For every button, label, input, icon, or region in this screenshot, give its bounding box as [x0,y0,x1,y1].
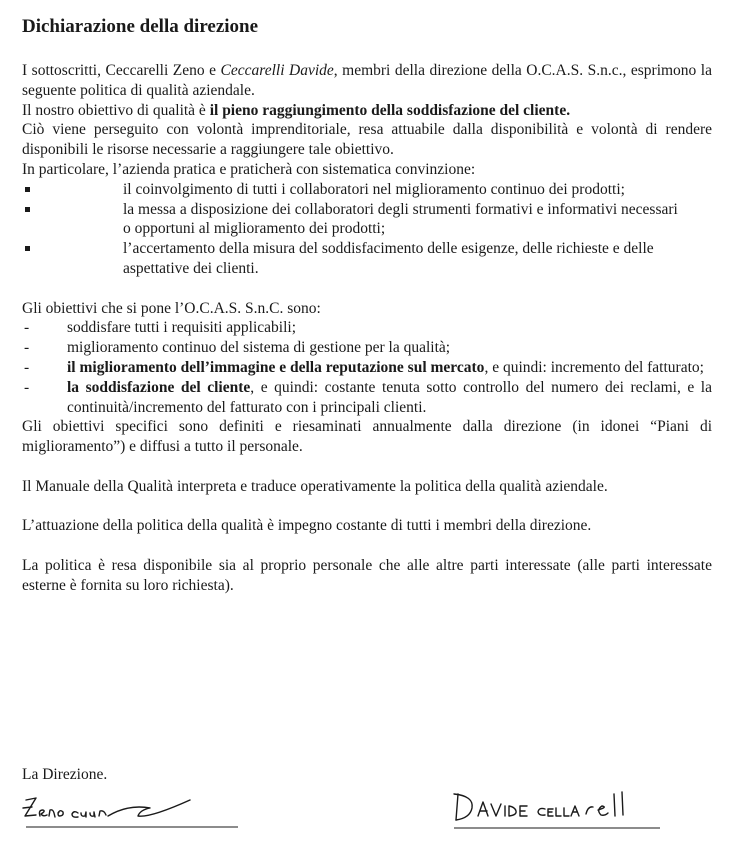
goal-item [22,338,712,358]
specific-paragraph: Gli obiettivi specifici sono definiti e riesaminati annualmente dalla direzione (in idonei “Piani di miglioramento”) e diffusi a tutto il personale. [22,418,712,456]
goal-item [22,318,712,338]
square-bullet-icon [22,200,123,240]
dash-bullet-icon: - [24,319,30,337]
goal-item-text: soddisfare tutti i requisiti applicabili; [67,319,297,337]
signature-davide [450,782,666,832]
objective-lead: Il nostro obiettivo di qualità è [22,101,210,119]
goal-item [22,358,712,378]
goal-item-rest: , e quindi: costante tenuta sotto controllo del numero dei reclami, e la continuità/incremento del fatturato con i principali clienti. [67,378,712,416]
goal-item-rest: , e quindi: incremento del fatturato; [484,358,704,376]
pursuit-paragraph: Ciò viene perseguito con volontà imprenditoriale, resa attuabile dalla disponibilità e volontà di rendere disponibili le risorse necessarie a raggiungere tale obiettivo. [22,121,712,159]
practice-item [22,200,712,240]
intro-paragraph [22,61,712,101]
goal-item-text [67,378,712,418]
intro-part-1: I sottoscritti, Ceccarelli Zeno e [22,62,221,79]
objective-bold: il pieno raggiungimento della soddisfazione del cliente. [209,101,571,119]
manual-paragraph: Il Manuale della Qualità interpreta e traduce operativamente la politica della qualità aziendale. [22,477,608,495]
practice-intro: In particolare, l’azienda pratica e praticherà con sistematica convinzione: [22,160,476,178]
availability-paragraph: La politica è resa disponibile sia al proprio personale che alle altre parti interessate (alle parti interessate esterne è fornita su loro richiesta). [22,556,712,594]
dash-bullet-icon: - [24,339,30,357]
practice-item-text: il coinvolgimento di tutti i collaboratori nel miglioramento continuo dei prodotti; [123,180,625,198]
goal-item [22,378,712,418]
goal-item-bold: la soddisfazione del cliente [67,378,251,396]
commitment-paragraph: L’attuazione della politica della qualità è impegno costante di tutti i membri della direzione. [22,517,592,535]
objective-paragraph [22,101,712,121]
document-title: Dichiarazione della direzione [22,16,259,37]
practice-item [22,180,712,200]
document-body [22,61,712,596]
intro-name-2: Ceccarelli Davide [220,62,334,79]
intro-part-2: , membri della direzione della O.C.A.S. S.n.c., esprimono la seguente politica di qualità aziendale. [22,62,712,99]
signature-zeno [22,786,244,830]
square-bullet-icon [22,180,123,200]
closing-line: La Direzione. [22,766,108,783]
practice-item-text: l’accertamento della misura del soddisfacimento delle esigenze, delle richieste e delle aspettative dei clienti. [123,240,654,277]
dash-bullet-icon: - [24,378,30,396]
goals-intro: Gli obiettivi che si pone l’O.C.A.S. S.n.C. sono: [22,299,321,317]
square-bullet-icon [22,239,123,279]
goal-item-text: miglioramento continuo del sistema di gestione per la qualità; [67,339,451,357]
practice-item [22,239,712,279]
practice-item-text: la messa a disposizione dei collaboratori degli strumenti formativi e informativi necessari o opportuni al miglioramento dei prodotti; [123,200,678,238]
dash-bullet-icon: - [24,358,30,376]
goal-item-text [67,358,712,378]
goal-item-bold: il miglioramento dell’immagine e della reputazione sul mercato [67,358,485,376]
